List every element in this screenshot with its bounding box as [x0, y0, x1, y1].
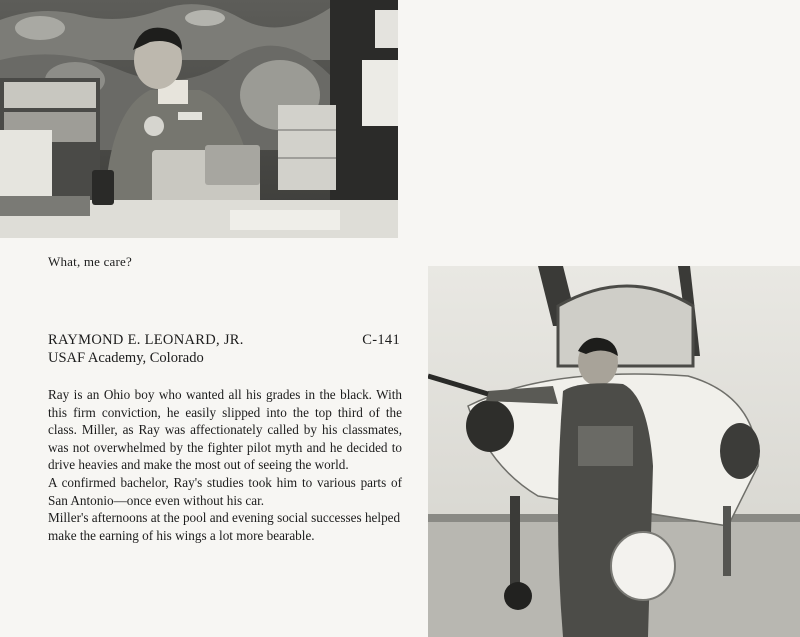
- bio-paragraph: Miller's afternoons at the pool and evening social successes helped make the earning of his wings a lot more bearable.: [48, 510, 401, 543]
- photo-caption: What, me care?: [48, 254, 132, 269]
- jet-photo: [428, 266, 800, 637]
- student-name: RAYMOND E. LEONARD, JR.: [48, 332, 244, 348]
- biography: [48, 386, 402, 544]
- entry-heading: [48, 332, 400, 349]
- class-code: C-141: [362, 332, 400, 348]
- counter-photo: [0, 0, 398, 238]
- bio-paragraph: Ray is an Ohio boy who wanted all his grades in the black. With this firm conviction, he easily slipped into the top third of the class. Miller, as Ray was affectionately called by his classmates, was not overwhelmed by the fighter pilot myth and he decided to drive heavies and make the most out of seeing the world.: [48, 387, 402, 473]
- bio-paragraph: A confirmed bachelor, Ray's studies took him to various parts of San Antonio—once even without his car.: [48, 474, 402, 508]
- school-name: USAF Academy, Colorado: [48, 350, 204, 366]
